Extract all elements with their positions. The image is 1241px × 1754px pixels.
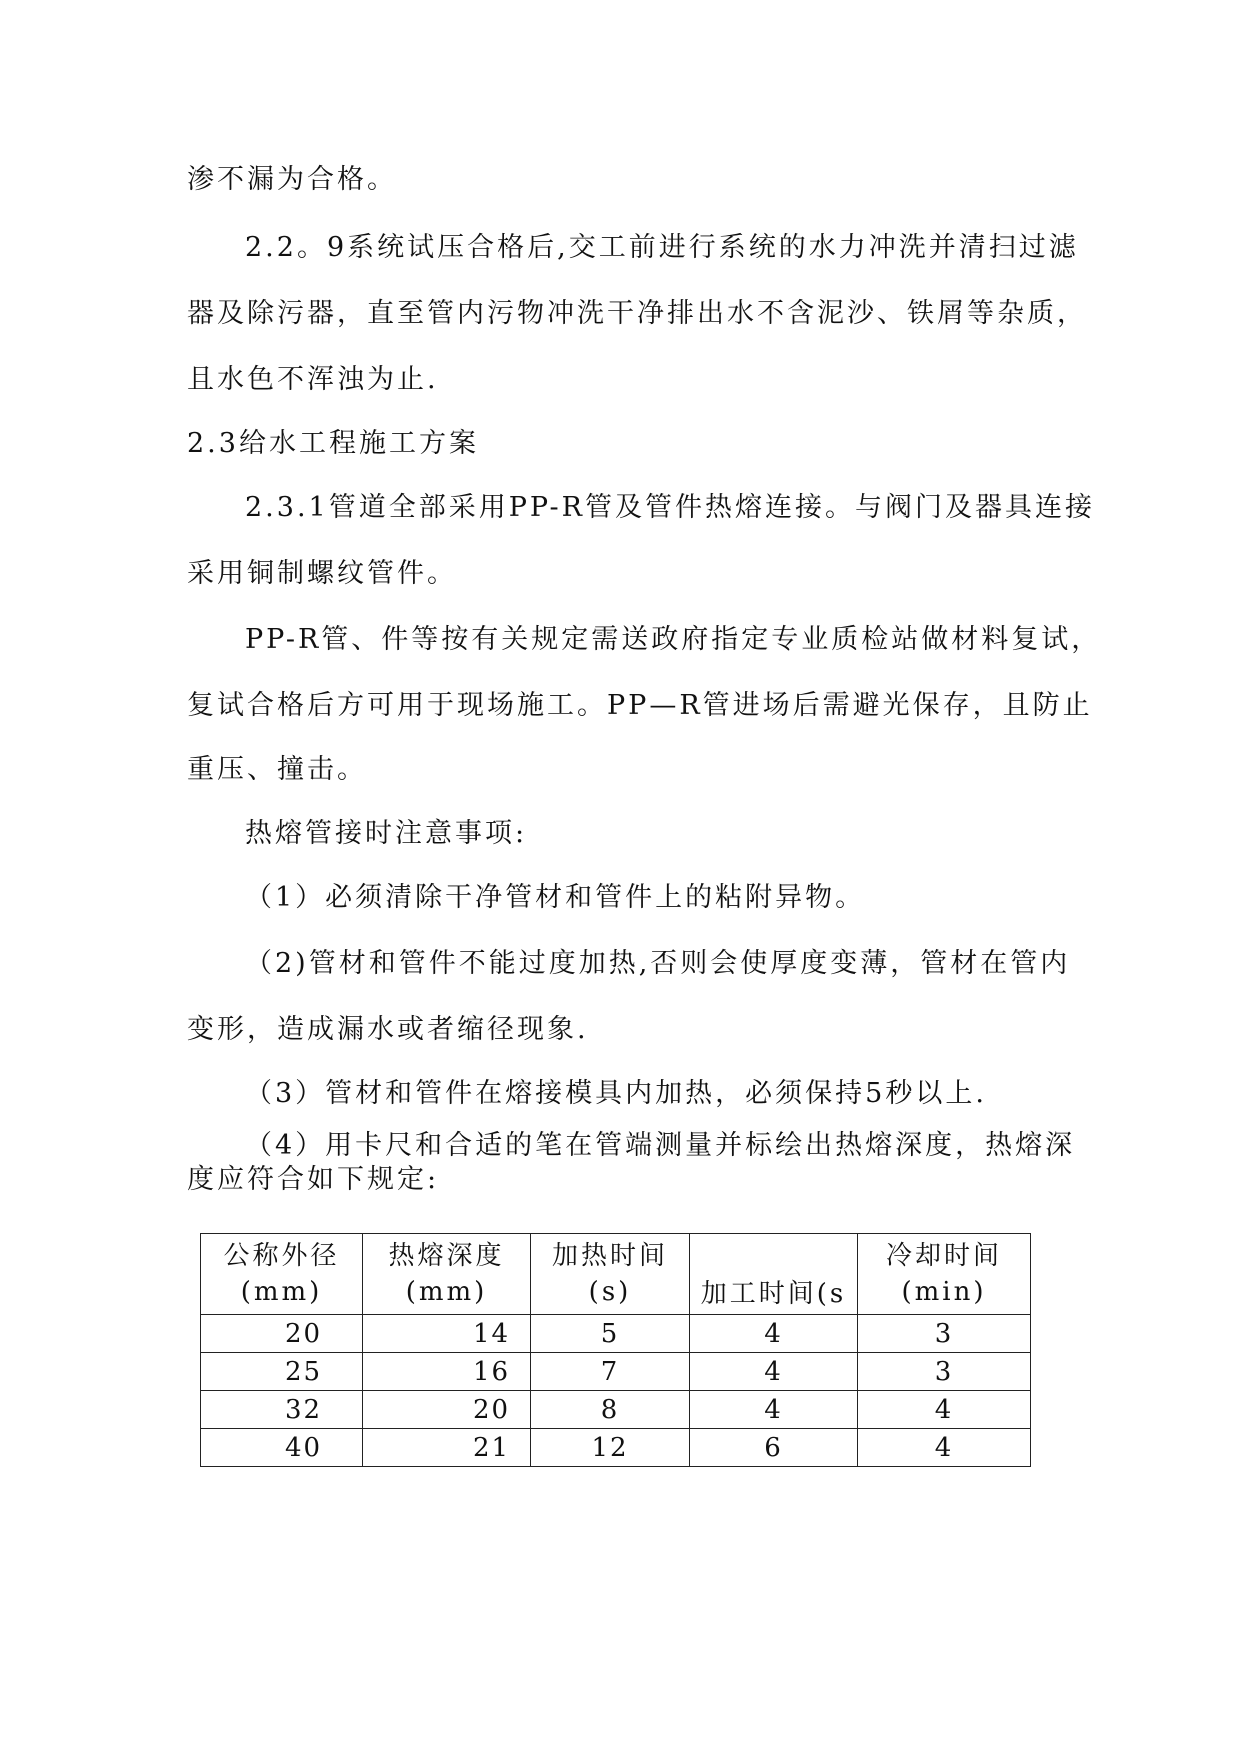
header-label: 冷却时间 xyxy=(885,1241,1002,1271)
list-item: （4）用卡尺和合适的笔在管端测量并标绘出热熔深度，热熔深 xyxy=(245,1130,1076,1161)
list-item: （3）管材和管件在熔接模具内加热，必须保持5秒以上. xyxy=(245,1078,987,1109)
hot-melt-spec-table xyxy=(200,1233,1031,1467)
table-cell: 5 xyxy=(531,1315,690,1353)
table-cell: 32 xyxy=(201,1391,363,1429)
table-cell: 21 xyxy=(363,1429,531,1467)
paragraph-line: 渗不漏为合格。 xyxy=(187,164,397,195)
header-label: 公称外径 xyxy=(223,1241,340,1271)
section-heading: 2.3给水工程施工方案 xyxy=(187,428,479,459)
table-cell: 20 xyxy=(201,1315,363,1353)
paragraph-line: 2.3.1管道全部采用PP-R管及管件热熔连接。与阀门及器具连接 xyxy=(245,492,1096,523)
table-cell: 8 xyxy=(531,1391,690,1429)
table-cell: 7 xyxy=(531,1353,690,1391)
paragraph-line: 变形，造成漏水或者缩径现象. xyxy=(187,1014,589,1045)
paragraph-line: 器及除污器，直至管内污物冲洗干净排出水不含泥沙、铁屑等杂质， xyxy=(187,298,1087,329)
table-row xyxy=(201,1353,1031,1391)
table-header-row xyxy=(201,1234,1031,1315)
header-heating-time xyxy=(531,1234,690,1315)
paragraph-line: 热熔管接时注意事项: xyxy=(245,818,528,849)
table-cell: 4 xyxy=(858,1429,1031,1467)
paragraph-line: 重压、撞击。 xyxy=(187,754,367,785)
table-cell: 25 xyxy=(201,1353,363,1391)
table-cell: 3 xyxy=(858,1315,1031,1353)
header-unit: (s) xyxy=(588,1277,632,1307)
paragraph-line: 且水色不浑浊为止. xyxy=(187,364,439,395)
table-cell: 14 xyxy=(363,1315,531,1353)
table-row xyxy=(201,1315,1031,1353)
table-cell: 4 xyxy=(858,1391,1031,1429)
table-cell: 4 xyxy=(690,1353,858,1391)
header-cooling-time xyxy=(858,1234,1031,1315)
table-cell: 40 xyxy=(201,1429,363,1467)
table-row xyxy=(201,1391,1031,1429)
header-label: 热熔深度 xyxy=(388,1241,505,1271)
table-cell: 20 xyxy=(363,1391,531,1429)
paragraph-line: 复试合格后方可用于现场施工。PP—R管进场后需避光保存，且防止 xyxy=(187,690,1093,721)
table-cell: 6 xyxy=(690,1429,858,1467)
list-item: （1）必须清除干净管材和管件上的粘附异物。 xyxy=(245,882,866,913)
paragraph-line: PP-R管、件等按有关规定需送政府指定专业质检站做材料复试， xyxy=(245,624,1102,655)
header-outer-diameter xyxy=(201,1234,363,1315)
header-unit: 加工时间(s xyxy=(700,1279,847,1309)
header-unit: (mm) xyxy=(240,1277,323,1307)
header-label: 加热时间 xyxy=(551,1241,668,1271)
header-processing-time xyxy=(690,1234,858,1315)
header-unit: (mm) xyxy=(405,1277,488,1307)
table-cell: 3 xyxy=(858,1353,1031,1391)
table-cell: 16 xyxy=(363,1353,531,1391)
paragraph-line: 采用铜制螺纹管件。 xyxy=(187,558,457,589)
table-cell: 12 xyxy=(531,1429,690,1467)
table-cell: 4 xyxy=(690,1391,858,1429)
table-cell: 4 xyxy=(690,1315,858,1353)
list-item: （2)管材和管件不能过度加热,否则会使厚度变薄，管材在管内 xyxy=(245,948,1071,979)
header-unit: (min) xyxy=(901,1277,987,1307)
paragraph-line: 2.2。9系统试压合格后,交工前进行系统的水力冲洗并清扫过滤 xyxy=(245,232,1079,263)
header-melt-depth xyxy=(363,1234,531,1315)
paragraph-line: 度应符合如下规定: xyxy=(187,1164,440,1195)
table-row xyxy=(201,1429,1031,1467)
